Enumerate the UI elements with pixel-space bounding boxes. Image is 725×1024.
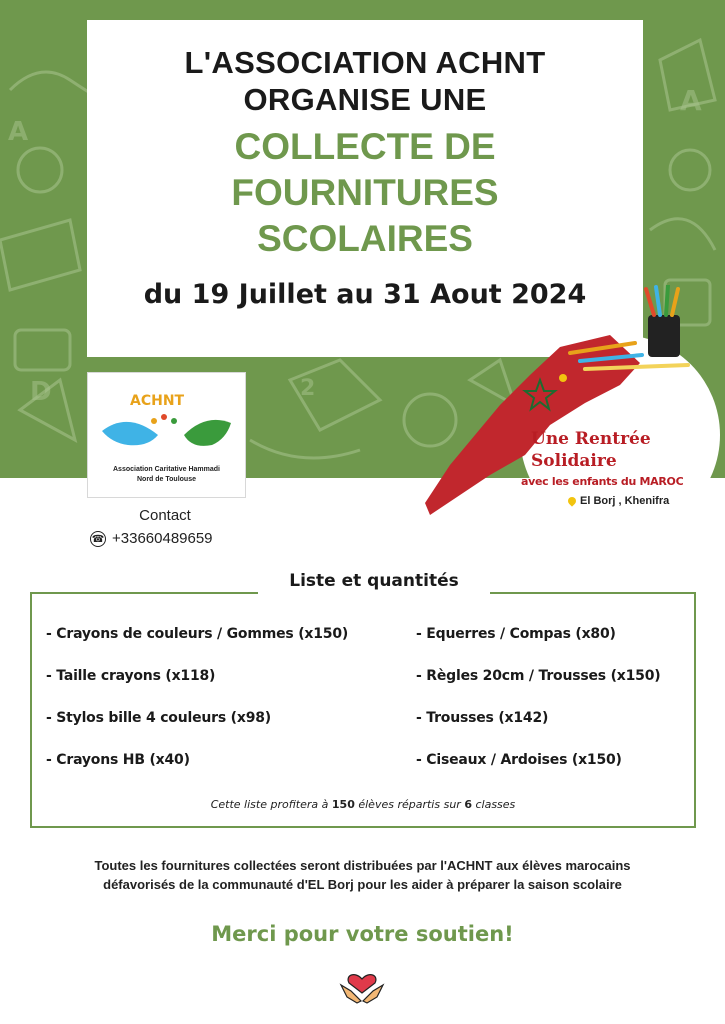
- rentree-title: [531, 428, 651, 472]
- svg-text:D: D: [30, 377, 52, 407]
- title-green-1: COLLECTE DE: [234, 126, 496, 167]
- location-pin-icon: [559, 374, 567, 382]
- location-row: [568, 495, 669, 507]
- phone-row[interactable]: [90, 530, 213, 547]
- title-green-3: SCOLAIRES: [257, 218, 473, 259]
- achnt-logo-card: [87, 372, 246, 498]
- heart-hands-icon: [337, 957, 387, 1007]
- list-item: - Trousses (x142): [416, 710, 549, 726]
- list-note: [30, 798, 696, 811]
- title-line-1: L'ASSOCIATION ACHNT: [184, 45, 546, 80]
- phone-icon: ☎: [90, 531, 106, 547]
- logo-letters: ACHNT: [130, 393, 185, 409]
- location-text: El Borj , Khenifra: [580, 495, 670, 507]
- contact-label: Contact: [139, 507, 191, 524]
- rentree-subtitle: avec les enfants du MAROC: [521, 475, 684, 488]
- rentree-solidaire-graphic: [420, 285, 725, 525]
- green-hand-shape: [184, 420, 231, 446]
- footer-line-2: défavorisés de la communauté d'EL Borj pour les aider à préparer la saison scolaire: [103, 877, 622, 892]
- list-item: - Crayons HB (x40): [46, 752, 190, 768]
- rentree-line-2: Solidaire: [531, 451, 617, 471]
- footer-line-1: Toutes les fournitures collectées seront distribuées par l'ACHNT aux élèves marocains: [94, 858, 631, 873]
- note-prefix: Cette liste profitera à: [210, 798, 329, 811]
- note-suffix: classes: [475, 798, 516, 811]
- blue-hand-shape: [102, 422, 158, 445]
- note-students: 150: [331, 798, 355, 811]
- footer-text: [20, 856, 705, 894]
- list-item: - Stylos bille 4 couleurs (x98): [46, 710, 271, 726]
- svg-text:A: A: [8, 117, 29, 147]
- list-item: - Ciseaux / Ardoises (x150): [416, 752, 622, 768]
- note-middle: élèves répartis sur: [358, 798, 461, 811]
- logo-caption-2: Nord de Toulouse: [137, 476, 196, 483]
- thanks-message: Merci pour votre soutien!: [211, 922, 514, 946]
- svg-text:2: 2: [300, 376, 316, 401]
- achnt-logo: [88, 373, 245, 468]
- location-pin-icon: [566, 495, 577, 506]
- list-item: - Règles 20cm / Trousses (x150): [416, 668, 661, 684]
- rentree-line-1: Une Rentrée: [531, 429, 651, 449]
- title-line-2: ORGANISE UNE: [243, 82, 487, 117]
- list-item: - Equerres / Compas (x80): [416, 626, 616, 642]
- list-heading: Liste et quantités: [258, 568, 490, 594]
- list-item: - Crayons de couleurs / Gommes (x150): [46, 626, 349, 642]
- list-item: - Taille crayons (x118): [46, 668, 216, 684]
- logo-caption-1: Association Caritative Hammadi: [113, 466, 220, 473]
- svg-text:A: A: [680, 84, 702, 117]
- pencil-cup-icon: [648, 315, 680, 357]
- phone-number[interactable]: +33660489659: [112, 530, 213, 547]
- note-classes: 6: [464, 798, 472, 811]
- collection-dates: du 19 Juillet au 31 Aout 2024: [143, 279, 587, 310]
- title-green-2: FOURNITURES: [231, 172, 499, 213]
